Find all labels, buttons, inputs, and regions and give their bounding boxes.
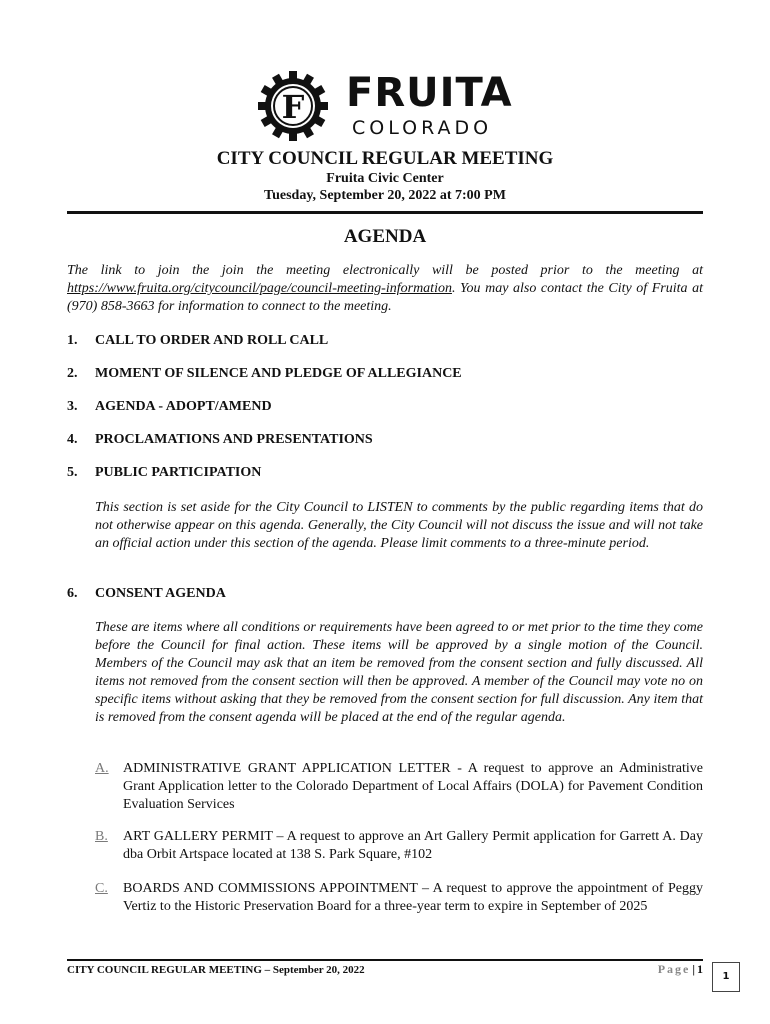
- meeting-title: CITY COUNCIL REGULAR MEETING: [216, 148, 554, 169]
- agenda-title: AGENDA: [343, 226, 427, 247]
- gear-wheel-icon: [258, 71, 328, 141]
- consent-item-b: [95, 828, 703, 864]
- consent-item-a: [95, 760, 703, 814]
- intro-paragraph: The link to join the join the meeting electronically will be posted prior to the meeting at https://www.fruita.org/citycouncil/page/council-meeting-information. You may also contact the City of Fruita at (970) 858-3663 for information to connect to the meeting.: [67, 263, 703, 314]
- consent-item-letter[interactable]: A.: [95, 761, 109, 776]
- consent-item-text: ADMINISTRATIVE GRANT APPLICATION LETTER - A request to approve an Administrative Grant Application letter to the Colorado Department of Local Affairs (DOLA) for Pavement Condition Evaluation Services: [123, 761, 703, 812]
- header-rule: [67, 211, 703, 214]
- public-participation-text: This section is set aside for the City Council to LISTEN to comments by the public regarding items that do not otherwise appear on this agenda. Generally, the City Council will not discuss the issue and will not take an official action under this section of the agenda. Please limit comments to a three-minute period.: [95, 500, 703, 551]
- fruita-logo: [258, 71, 528, 141]
- logo-subtitle: COLORADO: [352, 117, 493, 139]
- consent-agenda-text: These are items where all conditions or requirements have been agreed to or met prior to the time they come before the Council for final action. These items will be approved by a single motion of the Council. Members of the Council may ask that an item be removed from the consent section and fully discussed. All items not removed from the consent section will then be approved. A member of the Council may vote no on specific items without asking that they be removed from the consent section for full discussion. Any item that is removed from the consent agenda will be placed at the end of the regular agenda.: [95, 620, 703, 725]
- page-indicator-box: 1: [712, 962, 740, 992]
- meeting-info-link[interactable]: https://www.fruita.org/citycouncil/page/council-meeting-information: [67, 281, 452, 296]
- consent-item-letter[interactable]: C.: [95, 881, 108, 896]
- consent-item-text: ART GALLERY PERMIT – A request to approve an Art Gallery Permit application for Garrett A. Day dba Orbit Artspace located at 138 S. Park Square, #102: [123, 829, 703, 862]
- consent-item-text: BOARDS AND COMMISSIONS APPOINTMENT – A request to approve the appointment of Peggy Vertiz to the Historic Preservation Board for a three-year term to expire in September of 2025: [123, 881, 703, 914]
- footer-meeting-label: CITY COUNCIL REGULAR MEETING – September 20, 2022: [67, 964, 365, 976]
- meeting-datetime: Tuesday, September 20, 2022 at 7:00 PM: [264, 188, 506, 203]
- footer-rule: [67, 959, 703, 961]
- meeting-location: Fruita Civic Center: [326, 171, 444, 186]
- consent-item-c: [95, 880, 703, 916]
- page-number: Page | 1: [657, 962, 703, 976]
- consent-item-letter[interactable]: B.: [95, 829, 108, 844]
- svg-text:F: F: [281, 88, 305, 126]
- logo-wordmark: FRUITA: [346, 70, 513, 116]
